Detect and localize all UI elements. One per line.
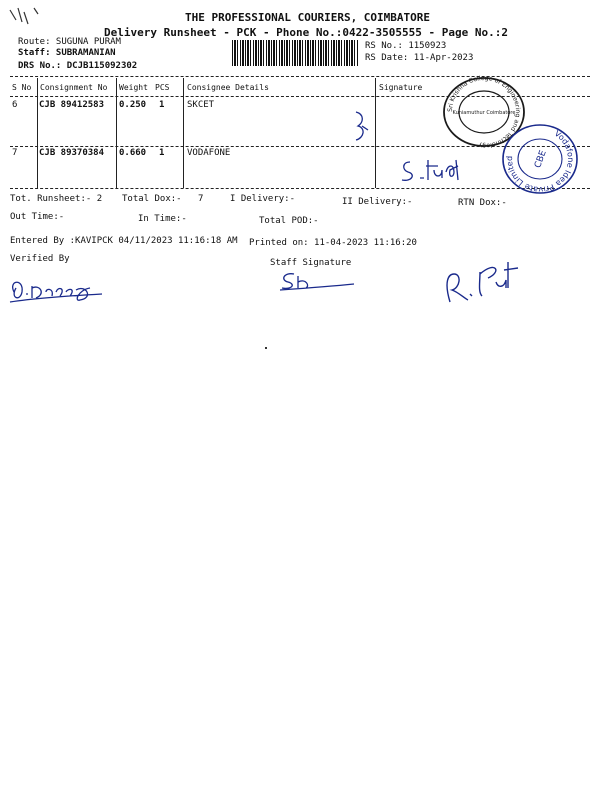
rtn-dox: RTN Dox:- xyxy=(458,198,507,208)
col-divider xyxy=(37,78,38,188)
table-row-consignee: SKCET xyxy=(187,100,215,110)
signature-row-7 xyxy=(398,152,468,188)
college-stamp-center: Kuniamuthur Coimbatore xyxy=(452,110,516,116)
table-row-sno: 7 xyxy=(12,148,18,158)
staff-signature xyxy=(278,270,358,294)
table-row-pcs: 1 xyxy=(159,148,165,158)
rs-date: RS Date: 11-Apr-2023 xyxy=(365,53,474,63)
col-divider xyxy=(116,78,117,188)
staff-signature-label: Staff Signature xyxy=(270,258,352,268)
vodafone-stamp xyxy=(498,122,582,196)
speck xyxy=(265,347,267,349)
printed-on: Printed on: 11-04-2023 11:16:20 xyxy=(249,238,417,248)
i-delivery: I Delivery:- xyxy=(230,194,296,204)
table-row-weight: 0.250 xyxy=(119,100,147,110)
table-row-consignee: VODAFONE xyxy=(187,148,231,158)
company-name: THE PROFESSIONAL COURIERS, COIMBATORE xyxy=(185,11,431,24)
route-label: Route: SUGUNA PURAM xyxy=(18,37,121,47)
out-time: Out Time:- xyxy=(10,212,65,222)
receiver-signature xyxy=(440,252,522,310)
signature-row-6 xyxy=(350,108,374,144)
col-header-signature: Signature xyxy=(379,83,423,92)
col-header-consignment: Consignment No xyxy=(40,83,108,92)
total-pod: Total POD:- xyxy=(259,216,319,226)
col-header-consignee: Consignee Details xyxy=(187,83,269,92)
rs-number: RS No.: 1150923 xyxy=(365,41,447,51)
verified-signature xyxy=(6,274,106,308)
entered-by: Entered By :KAVIPCK 04/11/2023 11:16:18 AM xyxy=(10,236,238,246)
drs-number: DRS No.: DCJB115092302 xyxy=(18,61,138,71)
vodafone-stamp-text: Vodafone Idea Private Limited xyxy=(504,128,576,195)
vodafone-stamp-center: CBE xyxy=(533,149,549,170)
in-time: In Time:- xyxy=(138,214,187,224)
col-divider xyxy=(183,78,184,188)
col-header-pcs: PCS xyxy=(155,83,170,92)
barcode xyxy=(232,40,358,66)
staff-label: Staff: SUBRAMANIAN xyxy=(18,48,116,58)
college-stamp-text: Sri Krishna College of Engineering and Technology xyxy=(446,74,522,150)
total-dox-value: 7 xyxy=(198,194,204,204)
verified-by-label: Verified By xyxy=(10,254,70,264)
total-dox-label: Total Dox:- xyxy=(122,194,182,204)
col-divider xyxy=(375,78,376,188)
ii-delivery: II Delivery:- xyxy=(342,197,413,207)
table-row-consignment: CJB 89412583 xyxy=(39,100,105,110)
table-row-consignment: CJB 89370384 xyxy=(39,148,105,158)
table-row-sno: 6 xyxy=(12,100,18,110)
corner-scribble xyxy=(4,4,44,32)
tot-runsheet: Tot. Runsheet:- 2 xyxy=(10,194,103,204)
runsheet-title: Delivery Runsheet - PCK - Phone No.:0422-3505555 - Page No.:2 xyxy=(104,26,508,39)
table-row-weight: 0.660 xyxy=(119,148,147,158)
col-header-sno: S No xyxy=(12,83,32,92)
col-header-weight: Weight xyxy=(119,83,148,92)
table-row-pcs: 1 xyxy=(159,100,165,110)
